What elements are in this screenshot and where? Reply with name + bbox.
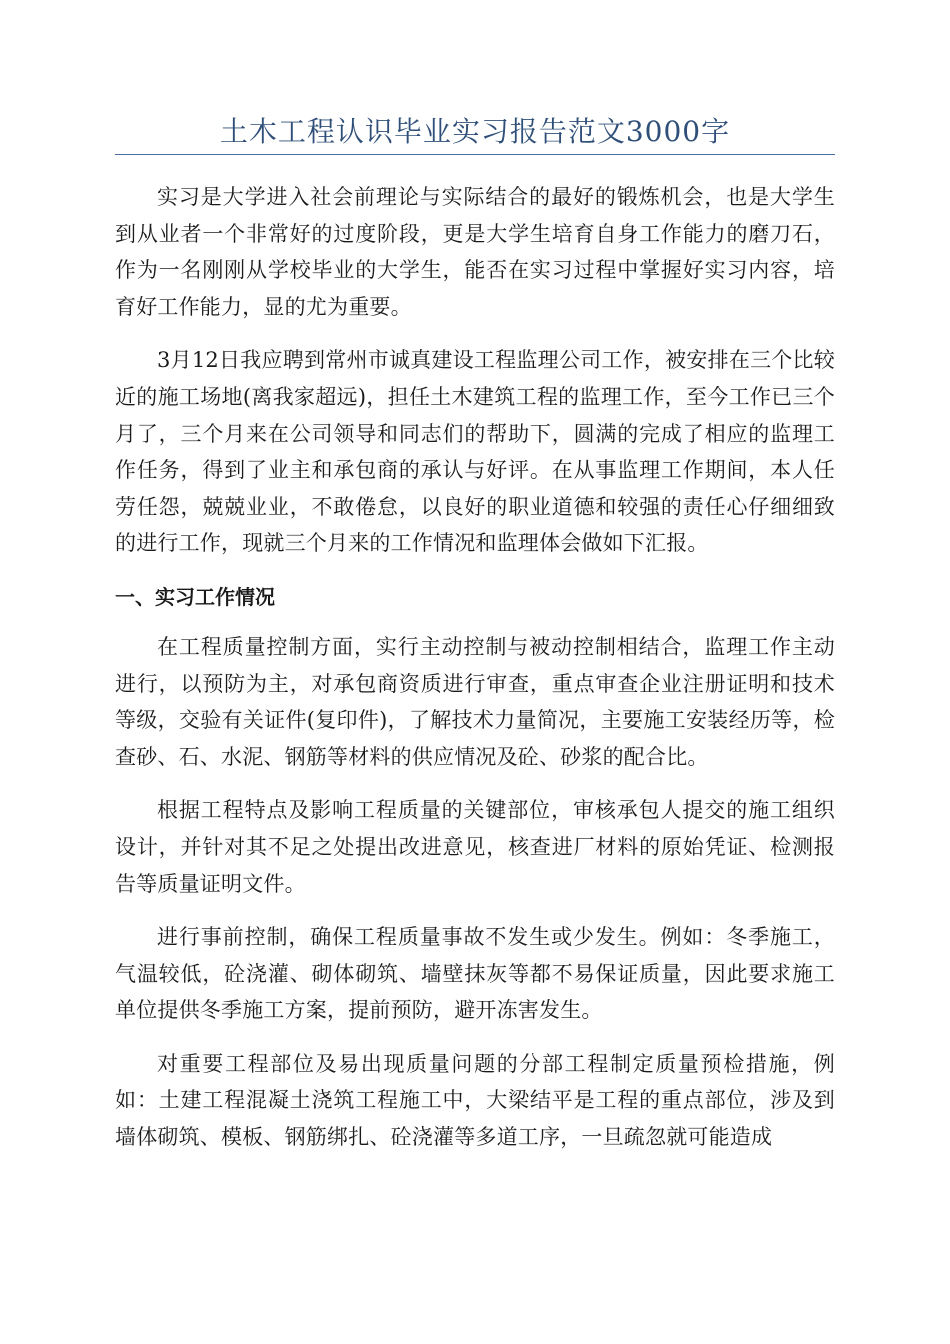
document-page: [115, 112, 835, 1173]
paragraph-prevention: 进行事前控制，确保工程质量事故不发生或少发生。例如：冬季施工，气温较低，砼浇灌、砌体砌筑、墙壁抹灰等都不易保证质量，因此要求施工单位提供冬季施工方案，提前预防，避开冻害发生。: [115, 925, 835, 1023]
paragraph-construction-design: 根据工程特点及影响工程质量的关键部位，审核承包人提交的施工组织设计，并针对其不足之处提出改进意见，核查进厂材料的原始凭证、检测报告等质量证明文件。: [115, 798, 835, 896]
section-heading: 一、实习工作情况: [115, 584, 275, 609]
title-underline: [115, 154, 835, 155]
paragraph-intro: 实习是大学进入社会前理论与实际结合的最好的锻炼机会，也是大学生到从业者一个非常好的过度阶段，更是大学生培育自身工作能力的磨刀石，作为一名刚刚从学校毕业的大学生，能否在实习过程中掌握好实习内容，培育好工作能力，显的尤为重要。: [115, 185, 835, 319]
document-title: 土木工程认识毕业实习报告范文3000字: [219, 115, 731, 148]
paragraph-precheck: 对重要工程部位及易出现质量问题的分部工程制定质量预检措施，例如：土建工程混凝土浇筑工程施工中，大梁结平是工程的重点部位，涉及到墙体砌筑、模板、钢筋绑扎、砼浇灌等多道工序，一旦疏忽就可能造成: [115, 1051, 835, 1150]
paragraph-employment: 3月12日我应聘到常州市诚真建设工程监理公司工作，被安排在三个比较近的施工场地(离我家超远)，担任土木建筑工程的监理工作，至今工作已三个月了，三个月来在公司领导和同志们的帮助下，圆满的完成了相应的监理工作任务，得到了业主和承包商的承认与好评。在从事监理工作期间，本人任劳任怨，兢兢业业，不敢倦怠，以良好的职业道德和较强的责任心仔细细致的进行工作，现就三个月来的工作情况和监理体会做如下汇报。: [115, 348, 835, 556]
paragraph-quality-control: 在工程质量控制方面，实行主动控制与被动控制相结合，监理工作主动进行，以预防为主，对承包商资质进行审查，重点审查企业注册证明和技术等级，交验有关证件(复印件)，了解技术力量简况，主要施工安装经历等，检查砂、石、水泥、钢筋等材料的供应情况及砼、砂浆的配合比。: [115, 634, 835, 769]
